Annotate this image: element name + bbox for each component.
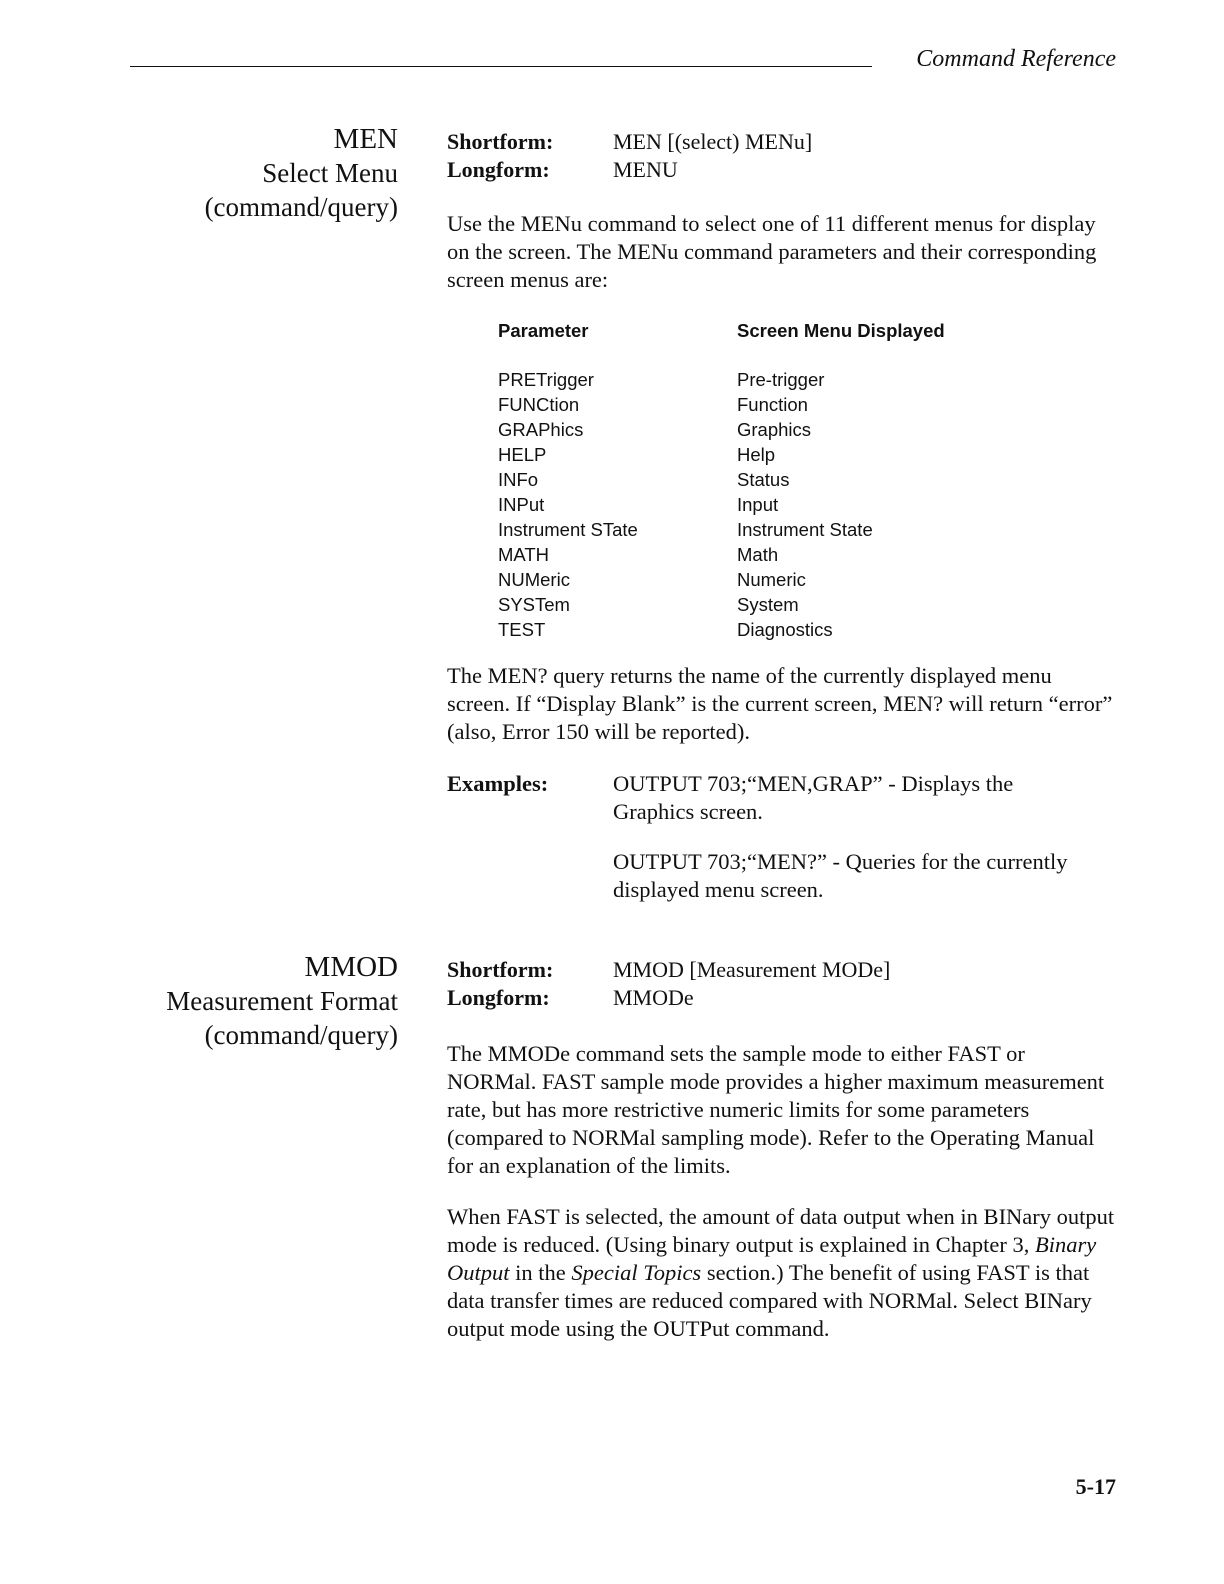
- table-row: [498, 442, 945, 467]
- men-parameter-table: [498, 318, 945, 642]
- table-cell-menu: Help: [737, 444, 776, 465]
- table-cell-parameter: INPut: [498, 494, 545, 515]
- men-longform-row: [447, 156, 812, 184]
- example-item: OUTPUT 703;“MEN?” - Queries for the currently displayed menu screen.: [613, 849, 1068, 902]
- table-row: [498, 492, 945, 517]
- table-cell-parameter: Instrument STate: [498, 519, 638, 540]
- table-row: [498, 417, 945, 442]
- mmod-shortform-row: [447, 956, 890, 984]
- men-heading: [205, 122, 398, 224]
- examples-label: Examples:: [447, 771, 549, 796]
- mmod-binary-text-b: in the: [509, 1260, 572, 1285]
- table-cell-parameter: HELP: [498, 444, 547, 465]
- table-cell-menu: Diagnostics: [737, 619, 833, 640]
- table-cell-parameter: FUNCtion: [498, 394, 580, 415]
- page-number: 5-17: [1075, 1474, 1116, 1499]
- mmod-shortform-value: MMOD [Measurement MODe]: [613, 957, 891, 982]
- table-cell-menu: Pre-trigger: [737, 369, 825, 390]
- men-longform-label: Longform:: [447, 157, 550, 182]
- table-cell-parameter: NUMeric: [498, 569, 570, 590]
- mmod-longform-row: [447, 984, 890, 1012]
- running-header: Command Reference: [916, 46, 1116, 72]
- men-shortform-label: Shortform:: [447, 129, 554, 154]
- men-intro-paragraph: Use the MENu command to select one of 11 different menus for display on the screen. The MENu command parameters and their corresponding screen menus are:: [447, 211, 1097, 292]
- mmod-binary-paragraph: [447, 1203, 1117, 1343]
- mmod-longform-label: Longform:: [447, 985, 550, 1010]
- table-row: [498, 467, 945, 492]
- table-cell-menu: Math: [737, 544, 779, 565]
- binary-output-reference: Binary Output: [447, 1232, 1097, 1285]
- table-row: [498, 367, 945, 392]
- mmod-heading: [166, 950, 398, 1052]
- table-row: [498, 392, 945, 417]
- table-header-parameter: Parameter: [498, 320, 589, 341]
- table-header-screen-menu: Screen Menu Displayed: [737, 320, 945, 341]
- mmod-longform-value: MMODe: [613, 985, 694, 1010]
- table-cell-parameter: INFo: [498, 469, 539, 490]
- table-header-row: [498, 318, 945, 343]
- table-cell-parameter: GRAPhics: [498, 419, 584, 440]
- table-cell-parameter: PRETrigger: [498, 369, 594, 390]
- table-cell-menu: Numeric: [737, 569, 806, 590]
- table-cell-parameter: TEST: [498, 619, 546, 640]
- mmod-command-title: Measurement Format: [166, 986, 398, 1016]
- men-shortform-value: MEN [(select) MENu]: [613, 129, 813, 154]
- mmod-command-type: (command/query): [204, 1020, 398, 1050]
- men-forms: [447, 128, 812, 184]
- mmod-command-name: MMOD: [304, 951, 398, 983]
- example-item: OUTPUT 703;“MEN,GRAP” - Displays the Graphics screen.: [613, 771, 1014, 824]
- table-cell-menu: Instrument State: [737, 519, 873, 540]
- mmod-shortform-label: Shortform:: [447, 957, 554, 982]
- special-topics-reference: Special Topics: [571, 1260, 702, 1285]
- men-command-title: Select Menu: [262, 158, 398, 188]
- table-row: [498, 617, 945, 642]
- men-command-type: (command/query): [204, 192, 398, 222]
- table-cell-menu: Status: [737, 469, 790, 490]
- men-shortform-row: [447, 128, 812, 156]
- table-cell-menu: Function: [737, 394, 808, 415]
- men-command-name: MEN: [333, 123, 398, 155]
- table-cell-parameter: MATH: [498, 544, 550, 565]
- header-rule: [130, 66, 872, 67]
- table-cell-menu: Graphics: [737, 419, 812, 440]
- mmod-description-paragraph: The MMODe command sets the sample mode to either FAST or NORMal. FAST sample mode provides a higher maximum measurement rate, but has more restrictive numeric limits for some parameters (compared to NORMal sampling mode). Refer to the Operating Manual for an explanation of the limits.: [447, 1041, 1105, 1178]
- table-cell-parameter: SYSTem: [498, 594, 570, 615]
- table-row: [498, 542, 945, 567]
- mmod-binary-text-a: When FAST is selected, the amount of data output when in BINary output mode is reduced. (Using binary output is explained in Chapter 3,: [447, 1204, 1115, 1257]
- table-cell-menu: Input: [737, 494, 779, 515]
- mmod-binary-text-c: section.) The benefit of using FAST is that data transfer times are reduced compared with NORMal. Select BINary output mode using the OUTPut command.: [447, 1260, 1092, 1341]
- table-row: [498, 517, 945, 542]
- mmod-forms: [447, 956, 890, 1012]
- men-query-paragraph: The MEN? query returns the name of the currently displayed menu screen. If “Display Blank” is the current screen, MEN? will return “error” (also, Error 150 will be reported).: [447, 663, 1113, 744]
- table-row: [498, 567, 945, 592]
- table-cell-menu: System: [737, 594, 799, 615]
- table-row: [498, 592, 945, 617]
- men-longform-value: MENU: [613, 157, 678, 182]
